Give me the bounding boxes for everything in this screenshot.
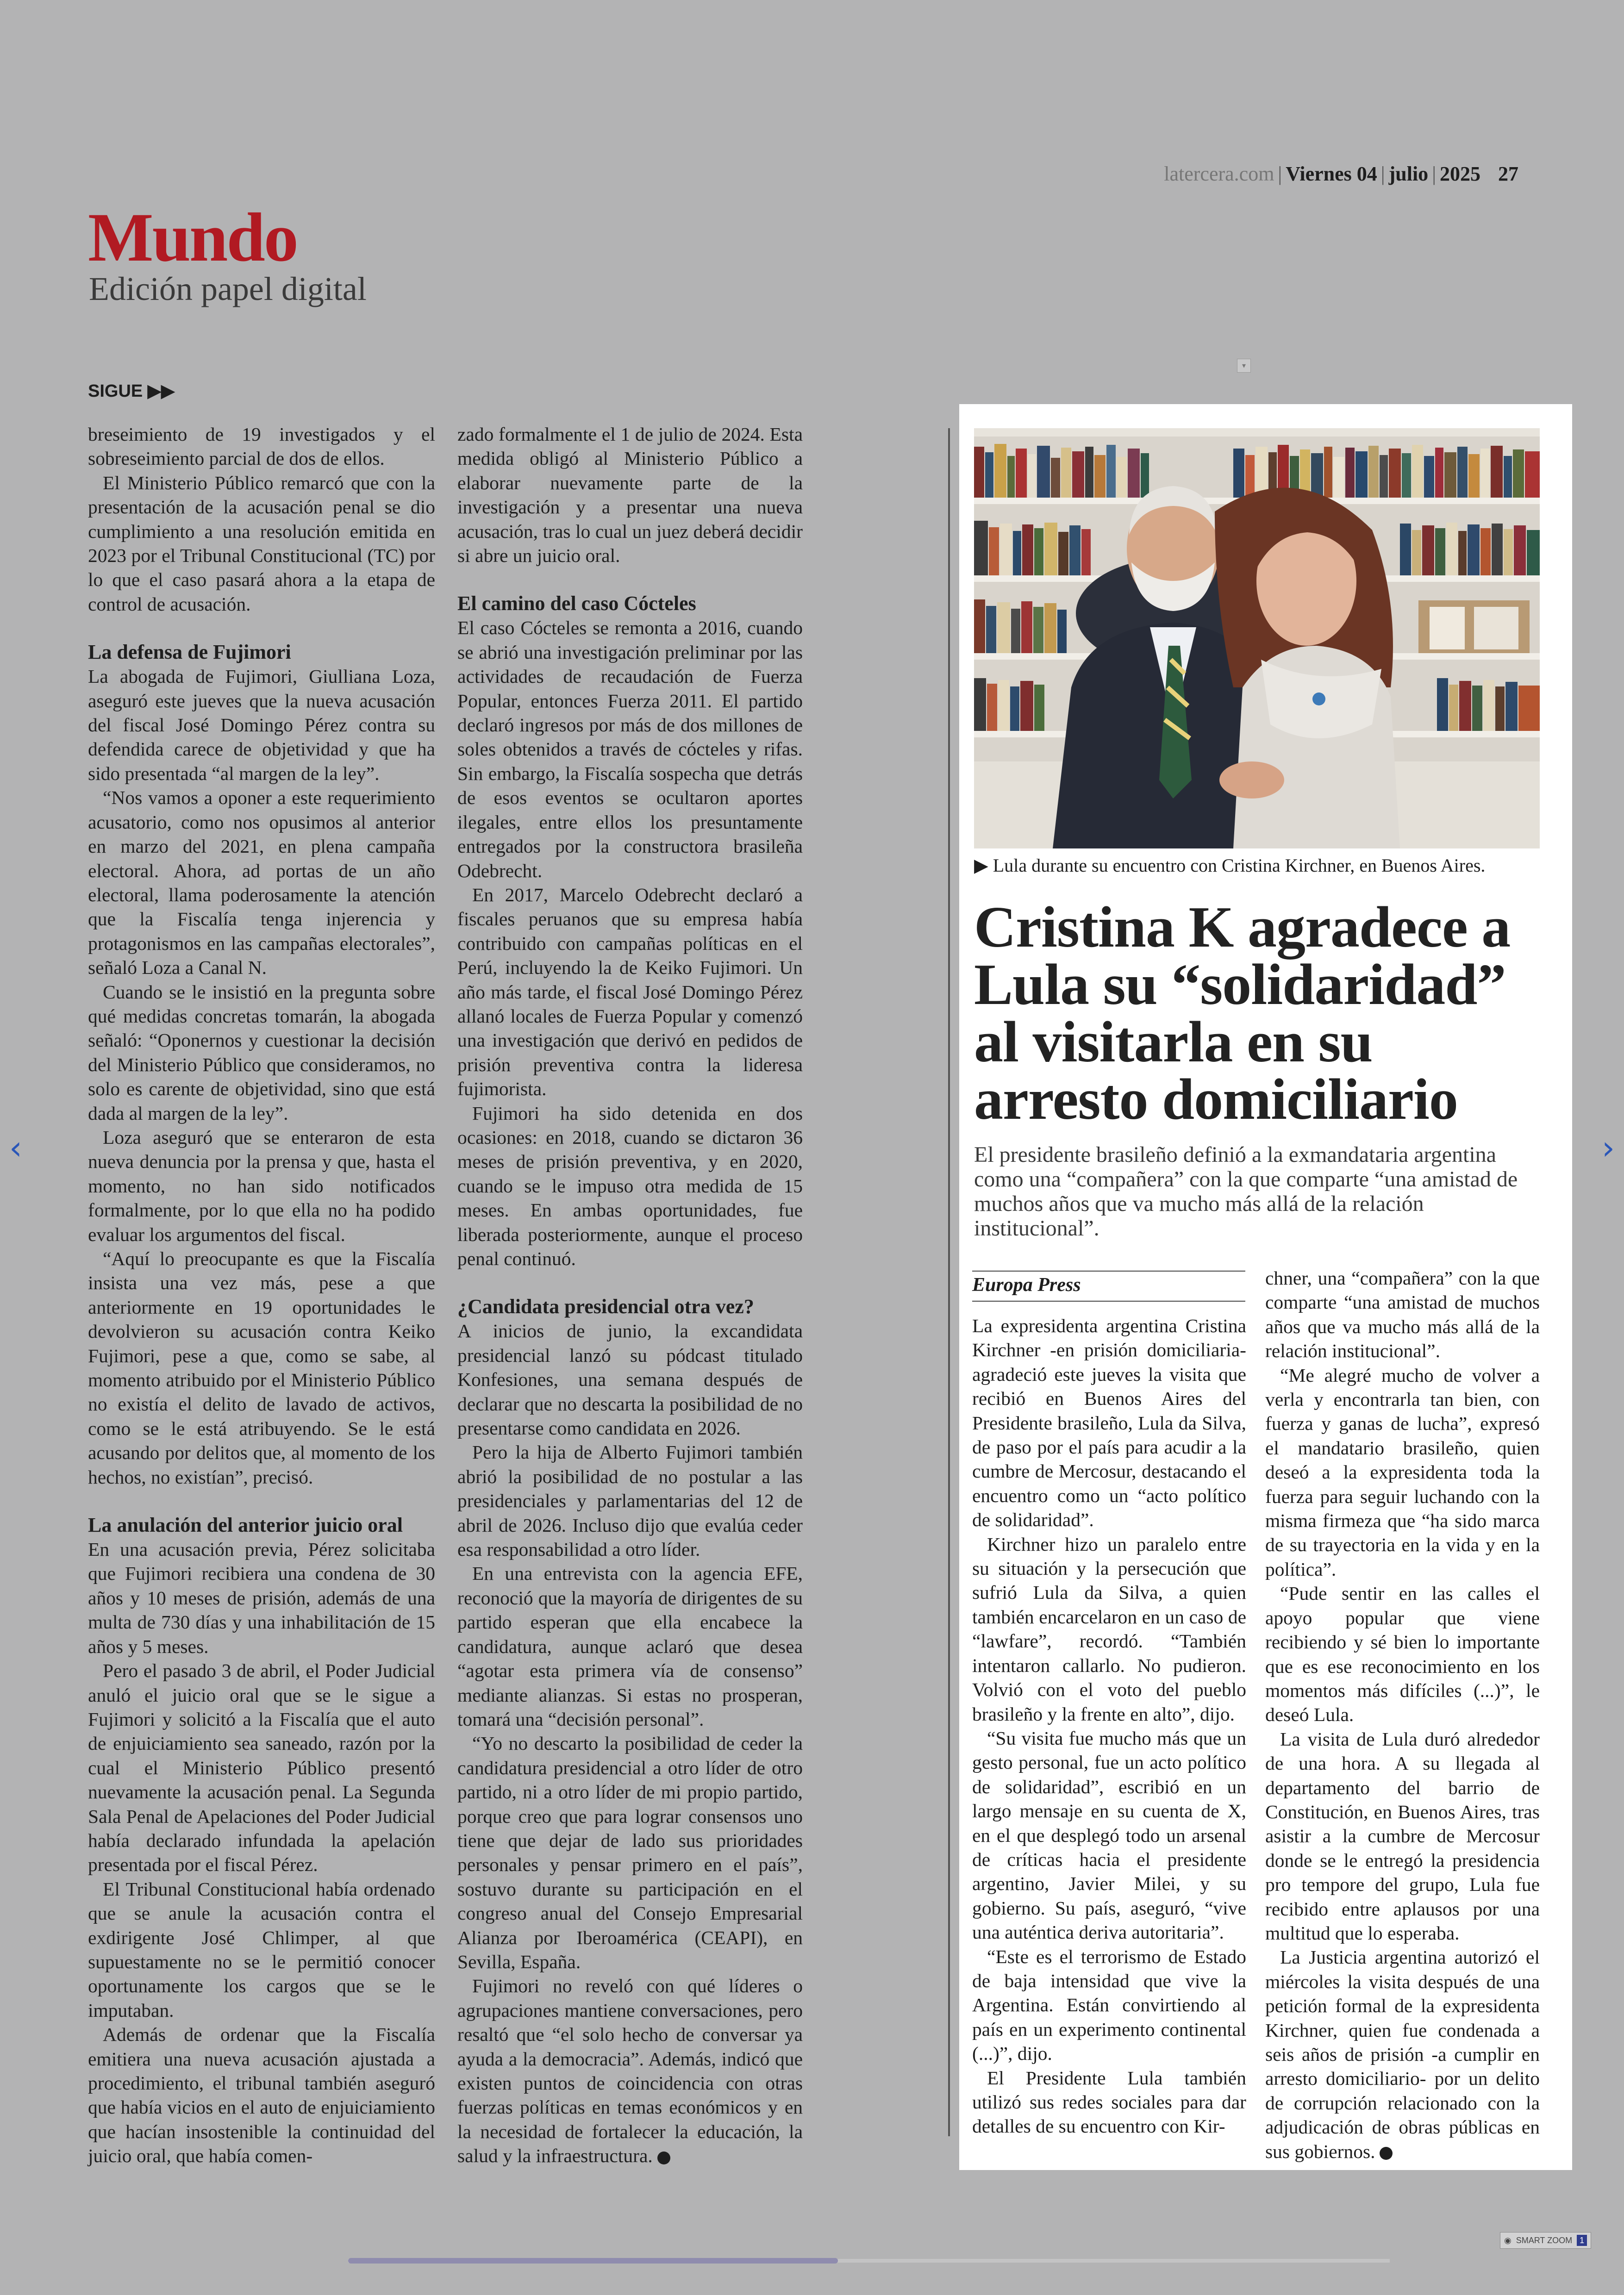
paragraph: En una entrevista con la agencia EFE, reconoció que la mayoría de dirigentes de su partido esperan que ella encabece la candidatura, aunque aclaró que desea “agotar esta primera vía de consenso” mediante alianzas. Si estas no prosperan, tomará una “decisión personal”.	[457, 1563, 803, 1730]
article-deck: El presidente brasileño definió a la exmandataria argentina como una “compañera” con la que comparte “una amistad de muchos años que va mucho más allá de la relación institucional”.	[974, 1142, 1518, 1241]
paragraph: Fujimori no reveló con qué líderes o agrupaciones mantiene conversaciones, pero resaltó que “el solo hecho de conversar ya ayuda a la democracia”. Además, indicó que existen puntos de coincidencia con otras fuerzas políticas en temas económicos y en la necesidad de fortalecer la educación, la salud y la infraestructura.	[457, 1975, 803, 2167]
page-number: 27	[1498, 162, 1518, 185]
byline: Europa Press	[972, 1274, 1081, 1296]
paragraph: “Su visita fue mucho más que un gesto personal, fue un acto político de solidaridad”, escribió en un largo mensaje en su cuenta de X, en el que desplegó todo un arsenal de críticas hacia el presidente argentino, Javier Milei, y su gobierno. Su país, aseguró, “vive una auténtica deriva autoritaria”.	[972, 1727, 1246, 1943]
page-header: latercera.com | Viernes 04 | julio | 2025 27	[1164, 162, 1518, 185]
header-date-year: 2025	[1440, 162, 1480, 185]
smart-zoom-value: 1	[1577, 2235, 1587, 2246]
section-title: Mundo	[88, 199, 297, 276]
bookmark-icon[interactable]: ▾	[1237, 359, 1251, 373]
subheading: El camino del caso Cócteles	[457, 592, 696, 615]
paragraph: El caso Cócteles se remonta a 2016, cuando se abrió una investigación preliminar por las actividades de recaudación de Fuerza Popular, entonces Fuerza 2011. El partido declaró ingresos por más de dos millones de soles obtenidos a través de cócteles y rifas. Sin embargo, la Fiscalía sospecha que detrás de esos eventos se ocultaron aportes ilegales, entre ellos los presuntamente entregados por la constructora brasileña Odebrecht.	[457, 617, 803, 881]
header-date-month: julio	[1388, 162, 1429, 185]
end-of-article-icon	[1380, 2147, 1393, 2160]
end-of-article-icon	[657, 2152, 670, 2164]
byline-rule	[972, 1271, 1245, 1272]
caption-arrow-icon: ▶	[974, 855, 993, 876]
chevron-right-icon: ›	[1602, 1129, 1615, 1167]
paragraph: Cuando se le insistió en la pregunta sobre qué medidas concretas tomarán, la abogada señaló: “Oponernos y cuestionar la decisión del Ministerio Público que consideramos, no solo es carente de objetividad, sino que está dada al margen de la ley”.	[88, 981, 435, 1124]
paragraph: Pero la hija de Alberto Fujimori también abrió la posibilidad de no postular a las presidenciales y parlamentarias del 12 de abril de 2026. Incluso dijo que evalúa ceder esa responsabilidad a otro líder.	[457, 1441, 803, 1560]
photo-caption	[974, 854, 1485, 876]
main-article-column-1	[972, 1314, 1246, 2139]
paragraph: La visita de Lula duró alrededor de una hora. A su llegada al departamento del barrio de Constitución, en Buenos Aires, tras asistir a la cumbre de Mercosur donde se le entregó la presidencia pro tempore del grupo, Lula fue recibido entre aplausos por una multitud que lo esperaba.	[1265, 1728, 1540, 1944]
subheading: La defensa de Fujimori	[88, 641, 291, 664]
site-name: latercera.com	[1164, 162, 1274, 185]
paragraph: “Yo no descarto la posibilidad de ceder la candidatura presidencial a otro líder de otro partido, ni a otro líder de mi propio partido, porque creo que para lograr consensos uno tiene que dejar de lado sus prioridades personales y pensar primero en el país”, sostuvo durante su participación en el congreso anual del Consejo Empresarial Alianza por Iberoamérica (CEAPI), en Sevilla, España.	[457, 1733, 803, 1972]
subheading: ¿Candidata presidencial otra vez?	[457, 1295, 754, 1318]
left-article-column-1	[88, 422, 435, 2168]
paragraph: “Este es el terrorismo de Estado de baja intensidad que vive la Argentina. Están convirtiendo al país en un experimento continental (...)”, dijo.	[972, 1946, 1246, 2064]
column-divider	[948, 428, 950, 2136]
paragraph: zado formalmente el 1 de julio de 2024. Esta medida obligó al Ministerio Público a elaborar nuevamente parte de la investigación y a presentar una nueva acusación, tras lo cual un juez deberá decidir si abre un juicio oral.	[457, 424, 803, 567]
header-date-day: Viernes 04	[1286, 162, 1377, 185]
chevron-left-icon: ‹	[9, 1129, 22, 1167]
subheading: La anulación del anterior juicio oral	[88, 1514, 403, 1537]
paragraph: En una acusación previa, Pérez solicitaba que Fujimori recibiera una condena de 30 años y 10 meses de prisión, además de una multa de 730 días y una inhabilitación de 15 años y 5 meses.	[88, 1539, 435, 1657]
paragraph: Pero el pasado 3 de abril, el Poder Judicial anuló el juicio oral que se le sigue a Fujimori y solicitó a la Fiscalía que el auto de enjuiciamiento sea saneado, razón por la cual el Ministerio Público presentó nuevamente la acusación penal. La Segunda Sala Penal de Apelaciones del Poder Judicial había declarado infundada la apelación presentada por el fiscal Pérez.	[88, 1660, 435, 1876]
paragraph: “Pude sentir en las calles el apoyo popular que viene recibiendo y sé bien lo importante que es ese reconocimiento en los momentos más difíciles (...)”, le deseó Lula.	[1265, 1583, 1540, 1726]
previous-page-button[interactable]	[2, 1125, 30, 1171]
paragraph: Además de ordenar que la Fiscalía emitiera una nueva acusación ajustada a procedimiento, el tribunal también aseguró que había vicios en el auto de enjuiciamiento que hacían insostenible la continuidad del juicio oral, que había comen-	[88, 2024, 435, 2167]
left-article-column-2	[457, 422, 803, 2168]
paragraph: La abogada de Fujimori, Giulliana Loza, aseguró este jueves que la nueva acusación del fiscal José Domingo Pérez contra su defendida carece de objetividad y que ha sido presentada “al margen de la ley”.	[88, 666, 435, 784]
paragraph: chner, una “compañera” con la que comparte “una amistad de muchos años que va mucho más allá de la relación institucional”.	[1265, 1267, 1540, 1362]
paragraph: breseimiento de 19 investigados y el sobreseimiento parcial de dos de ellos.	[88, 424, 435, 469]
section-subtitle: Edición papel digital	[89, 270, 367, 307]
smart-zoom-label: SMART ZOOM	[1516, 2235, 1573, 2245]
paragraph: El Tribunal Constitucional había ordenado que se anule la acusación contra el exdirigente José Chlimper, al que supuestamente no se le permitió conocer oportunamente los cargos que se le imputaban.	[88, 1878, 435, 2021]
paragraph: En 2017, Marcelo Odebrecht declaró a fiscales peruanos que su empresa había contribuido con campañas políticas en el Perú, incluyendo la de Keiko Fujimori. Un año más tarde, el fiscal José Domingo Pérez allanó locales de Fuerza Popular y comenzó una investigación que derivó en pedidos de prisión preventiva contra la lideresa fujimorista.	[457, 884, 803, 1100]
smart-zoom-button[interactable]	[1500, 2232, 1591, 2249]
paragraph: “Me alegré mucho de volver a verla y encontrarla tan bien, con fuerza y ganas de lucha”, expresó el mandatario brasileño, quien deseó a la expresidenta toda la fuerza para seguir luchando con la misma firmeza que “ha sido marca de su trayectoria en la vida y en la política”.	[1265, 1364, 1540, 1580]
article-headline: Cristina K agradece a Lula su “solidaridad” al visitarla en su arresto domiciliario	[974, 895, 1511, 1132]
main-article-column-2	[1265, 1266, 1540, 2164]
paragraph: El Ministerio Público remarcó que con la presentación de la acusación penal se dio cumplimiento a una resolución emitida en 2023 por el Tribunal Constitucional (TC) por lo que el caso pasará ahora a la etapa de control de acusación.	[88, 472, 435, 615]
paragraph: Fujimori ha sido detenida en dos ocasiones: en 2018, cuando se dictaron 36 meses de prisión preventiva, y en 2020, cuando se le impuso otra medida de 15 meses. En ambas oportunidades, fue liberada posteriormente, aunque el proceso penal continuó.	[457, 1102, 803, 1269]
paragraph: Kirchner hizo un paralelo entre su situación y la persecución que sufrió Lula da Silva, a quien también encarcelaron en un caso de “lawfare”, recordó. “También intentaron callarlo. No pudieron. Volvió con el voto del pueblo brasileño y la frente en alto”, dijo.	[972, 1533, 1246, 1725]
caption-text: Lula durante su encuentro con Cristina Kirchner, en Buenos Aires.	[993, 855, 1486, 876]
photo-illustration	[974, 428, 1540, 848]
paragraph: “Aquí lo preocupante es que la Fiscalía insista una vez más, pese a que anteriormente en 19 oportunidades le devolvieron su acusación contra Keiko Fujimori, pese a que, como se sabe, al momento atribuido por el Ministerio Público no existía el delito de lavado de activos, como se le está atribuyendo. Se le está acusando por delitos que, al momento de los hechos, no existían”, precisó.	[88, 1248, 435, 1488]
paragraph: La expresidenta argentina Cristina Kirchner -en prisión domiciliaria- agradeció este jueves la visita que recibió en Buenos Aires del Presidente brasileño, Lula da Silva, de paso por el país para acudir a la cumbre de Mercosur, destacando el encuentro como un “acto político de solidaridad”.	[972, 1315, 1246, 1531]
byline-rule	[972, 1301, 1245, 1302]
eye-icon: ◉	[1504, 2235, 1512, 2245]
paragraph: El Presidente Lula también utilizó sus redes sociales para dar detalles de su encuentro con Kir-	[972, 2067, 1246, 2137]
continue-label: SIGUE ▶▶	[88, 381, 175, 401]
paragraph: A inicios de junio, la excandidata presidencial lanzó su pódcast titulado Konfesiones, una semana después de declarar que no descarta la posibilidad de no presentarse como candidata en 2026.	[457, 1320, 803, 1439]
paragraph: La Justicia argentina autorizó el miércoles la visita después de una petición formal de la expresidenta Kirchner, quien fue condenada a seis años de prisión -a cumplir en arresto domiciliario- por un delito de corrupción relacionado con la adjudicación de obras públicas en sus gobiernos.	[1265, 1946, 1540, 2162]
article-photo	[974, 428, 1540, 848]
page-scrollbar-thumb[interactable]	[348, 2258, 838, 2264]
paragraph: “Nos vamos a oponer a este requerimiento acusatorio, como nos opusimos al anterior en marzo del 2021, en plena campaña electoral. Ahora, ad portas de un año electoral, llama poderosamente la atención que la Fiscalía tenga injerencia y protagonismos en las campañas electorales”, señaló Loza a Canal N.	[88, 787, 435, 979]
paragraph: Loza aseguró que se enteraron de esta nueva denuncia por la prensa y que, hasta el momento, no han sido notificados formalmente, por lo que ella no ha podido evaluar los argumentos del fiscal.	[88, 1126, 435, 1245]
next-page-button[interactable]	[1594, 1125, 1622, 1171]
